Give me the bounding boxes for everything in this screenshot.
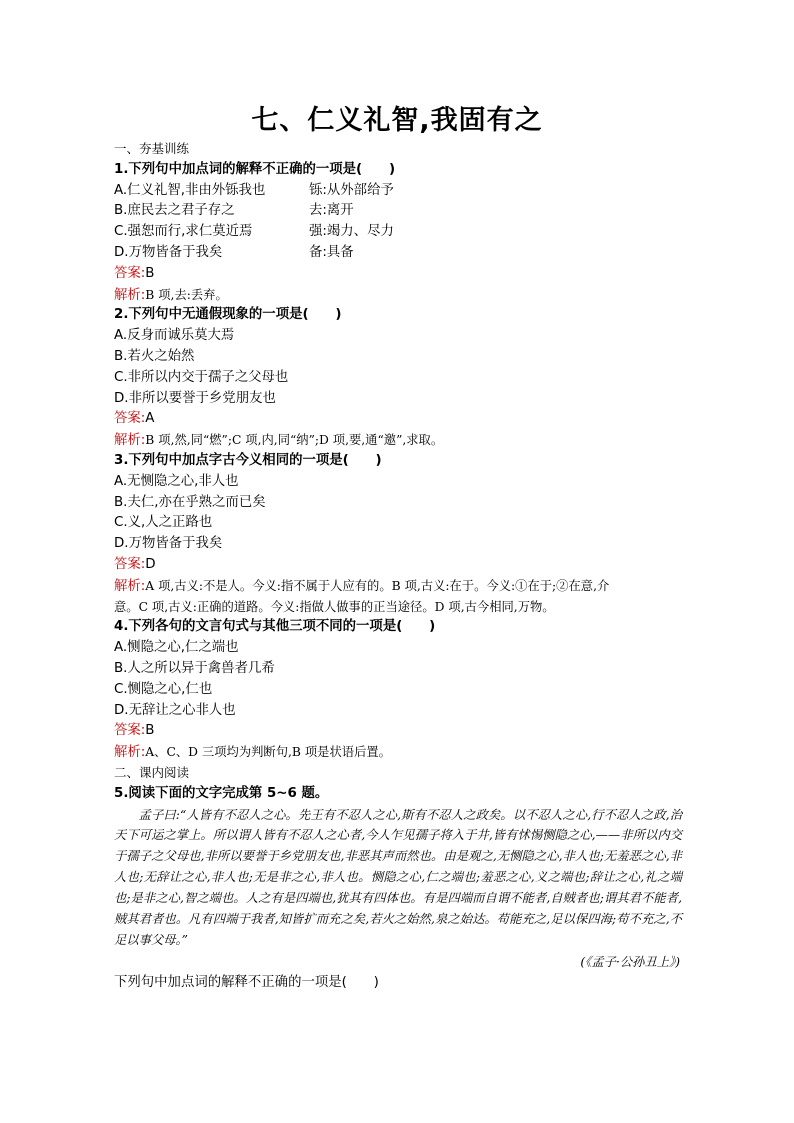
answer-value: D: [145, 556, 156, 572]
question-4-answer: [114, 721, 684, 742]
section-heading-1: 一、夯基训练: [114, 141, 190, 156]
question-1-option-d: [114, 243, 684, 264]
analysis-text: B 项,然,同“燃”;C 项,内,同“纳”;D 项,要,通“邀”,求取。: [145, 433, 444, 448]
analysis-label: 解析:: [114, 287, 146, 303]
page-title: 七、仁义礼智,我固有之: [251, 105, 543, 136]
question-1-answer: [114, 264, 684, 285]
question-4-option-c: C.恻隐之心,仁也: [114, 681, 213, 697]
question-4-option-b: B.人之所以异于禽兽者几希: [114, 660, 275, 676]
question-3-stem: 3.下列句中加点字古今义相同的一项是( ): [114, 452, 382, 468]
question-4-option-a: A.恻隐之心,仁之端也: [114, 640, 239, 656]
analysis-label: 解析:: [114, 433, 146, 449]
option-gloss: 去:离开: [309, 203, 354, 219]
question-1-option-b: [114, 201, 684, 222]
question-2-stem: 2.下列句中无通假现象的一项是( ): [114, 307, 342, 323]
analysis-text: A、C、D 三项均为判断句,B 项是状语后置。: [145, 745, 391, 760]
option-text: B.庶民去之君子存之: [114, 203, 235, 219]
reading-passage: 孟子曰:“人皆有不忍人之心。先王有不忍人之心,斯有不忍人之政矣。以不忍人之心,行不忍人之政,治天下可运之掌上。所以谓人皆有不忍人之心者,今人乍见孺子将入于井,皆有怵惕恻隐之心,——非所以内交于孺子之父母也,非所以要誉于乡党朋友也,非恶其声而然也。由是观之,无恻隐之心,非人也;无羞恶之心,非人也;无辞让之心,非人也;无是非之心,非人也。恻隐之心,仁之端也;羞恶之心,义之端也;辞让之心,礼之端也;是非之心,智之端也。人之有是四端也,犹其有四体也。有是四端而自谓不能者,自贼者也;谓其君不能者,贼其君者也。凡有四端于我者,知皆扩而充之矣,若火之始然,泉之始达。苟能充之,足以保四海;苟不充之,不足以事父母。”: [114, 807, 682, 947]
question-2-option-c: C.非所以内交于孺子之父母也: [114, 369, 289, 385]
analysis-text: B 项,去:丢弃。: [145, 287, 228, 302]
answer-label: 答案:: [114, 556, 146, 572]
option-text: A.仁义礼智,非由外铄我也: [114, 182, 266, 198]
option-text: D.万物皆备于我矣: [114, 244, 223, 260]
option-text: C.强恕而行,求仁莫近焉: [114, 224, 253, 240]
document-body: [114, 139, 684, 994]
passage-source: (《孟子·公孙丑上》): [580, 954, 680, 969]
question-1-option-a: [114, 181, 684, 202]
question-3-analysis-line-1: [114, 576, 684, 597]
analysis-label: 解析:: [114, 578, 146, 594]
question-1-stem: 1.下列句中加点词的解释不正确的一项是( ): [114, 161, 396, 177]
question-3-answer: [114, 555, 684, 576]
question-1-analysis: [114, 285, 684, 306]
question-2-answer: [114, 409, 684, 430]
section-heading-2: 二、课内阅读: [114, 764, 190, 780]
question-4-analysis: [114, 742, 684, 763]
question-3-option-a: A.无恻隐之心,非人也: [114, 473, 239, 489]
question-2-option-d: D.非所以要誉于乡党朋友也: [114, 390, 276, 406]
question-4-option-d: D.无辞让之心非人也: [114, 702, 236, 718]
question-3-option-d: D.万物皆备于我矣: [114, 536, 223, 552]
question-2-option-b: B.若火之始然: [114, 348, 195, 364]
question-5-sub-stem: 下列句中加点词的解释不正确的一项是( ): [114, 974, 379, 990]
analysis-text: A 项,古义:不是人。今义:指不属于人应有的。B 项,古义:在于。今义:①在于;②在意,介: [145, 578, 610, 593]
question-5-stem: 5.阅读下面的文字完成第 5~6 题。: [114, 785, 329, 801]
answer-value: B: [145, 265, 155, 281]
question-3-option-c: C.义,人之正路也: [114, 515, 213, 531]
answer-label: 答案:: [114, 411, 146, 427]
answer-label: 答案:: [114, 265, 146, 281]
question-2-option-a: A.反身而诚乐莫大焉: [114, 328, 235, 344]
option-gloss: 强:竭力、尽力: [309, 224, 394, 240]
answer-value: A: [145, 411, 155, 427]
question-3-analysis-line-2: 意。C 项,古义:正确的道路。今义:指做人做事的正当途径。D 项,古今相同,万物。: [114, 599, 555, 614]
question-3-option-b: B.夫仁,亦在乎熟之而已矣: [114, 494, 266, 510]
option-gloss: 铄:从外部给予: [309, 182, 394, 198]
question-4-stem: 4.下列各句的文言句式与其他三项不同的一项是( ): [114, 619, 436, 635]
option-gloss: 备:具备: [309, 244, 354, 260]
answer-label: 答案:: [114, 723, 146, 739]
analysis-label: 解析:: [114, 745, 146, 761]
question-2-analysis: [114, 430, 684, 451]
question-1-option-c: [114, 222, 684, 243]
answer-value: B: [145, 723, 155, 739]
